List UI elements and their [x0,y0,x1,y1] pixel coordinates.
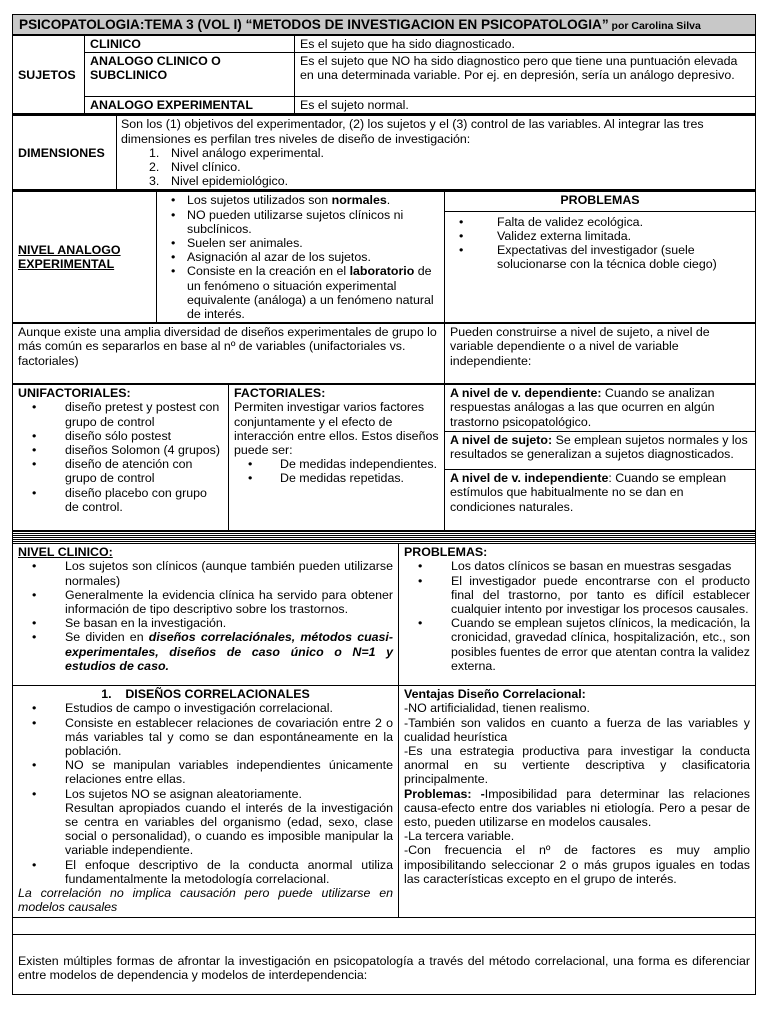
list-item: • El investigador puede encontrarse con el producto final del trastorno, por tanto es difícil establecer cualquier intento por investigar los procesos causales. [404,574,750,617]
title-main: PSICOPATOLOGIA:TEMA 3 (VOL I) “METODOS DE INVESTIGACION EN PSICOPATOLOGIA” [19,17,609,32]
sujetos-term-experimental: ANALOGO EXPERIMENTAL [85,97,295,114]
problema-item: -Con frecuencia el nº de factores es muy amplio imposibilitando seleccionar 2 o más grupos iguales en todas las características excepto en el grupo de interés. [404,843,750,886]
correlacionales-problemas: Problemas: -Imposibilidad para determinar las relaciones causa-efecto entre dos variables ni etiología. Pero a pesar de esto, pueden utilizarse en modelos causales. [404,786,750,830]
nivel-analogo-problemas-title: PROBLEMAS [445,192,755,211]
nivel-clinico-title: NIVEL CLINICO: [18,545,113,560]
ventaja-item: -También son validos en cuanto a fuerza de las variables y cualidad heurística [404,715,750,744]
disenos-intro-left: Aunque existe una amplia diversidad de diseños experimentales de grupo lo más común es separarlos en base al nº de variables (unifactoriales vs. factoriales) [13,324,445,384]
list-item: 3. Nivel epidemiológico. [149,174,289,189]
footer-text: Existen múltiples formas de afrontar la investigación en psicopatología a través del método correlacional, una forma es diferenciar entre modelos de dependencia y modelos de interdependencia: [13,935,756,995]
unifactoriales-title: UNIFACTORIALES: [18,386,131,401]
nivel-vindependiente: A nivel de v. independiente: Cuando se emplean estímulos que habitualmente no se dan en condiciones naturales. [450,471,727,514]
list-item: • Los sujetos utilizados son normales. [157,193,439,207]
list-item: • diseño pretest y postest con grupo de control [18,400,223,428]
correlacionales-plain: Resultan apropiados cuando el interés de la investigación se centra en variables del organismo (edad, sexo, clase social o personalidad), o cuando es imposible manipular la variable independiente. [65,800,393,858]
correlacionales-list-2 [18,858,393,886]
ventaja-item: -NO artificialidad, tienen realismo. [404,701,590,716]
unifactoriales-list [18,400,223,514]
list-item: • Consiste en establecer relaciones de covariación entre 2 o más variables tal y como se dan espontáneamente en la población. [18,716,393,759]
list-item: • Se basan en la investigación. [18,616,393,630]
list-item: • Expectativas del investigador (suele solucionarse con la técnica doble ciego) [445,243,755,271]
problema-item: -La tercera variable. [404,829,515,844]
list-item: • El enfoque descriptivo de la conducta anormal utiliza fundamentalmente la metodología correlacional. [18,858,393,886]
nivel-analogo-label: NIVEL ANALOGO EXPERIMENTAL [13,191,157,322]
correlacionales-heading: 1. DISEÑOS CORRELACIONALES [101,687,310,702]
dimensiones-list [121,146,750,189]
list-item: • diseño sólo postest [18,429,223,443]
list-item: • diseño placebo con grupo de control. [18,486,223,514]
list-item: • Consiste en la creación en el laboratorio de un fenómeno o situación experimental equivalente (análoga) a un fenómeno natural de interés. [157,264,439,321]
factoriales-list [234,457,439,485]
list-item: • Los datos clínicos se basan en muestras sesgadas [404,559,750,573]
list-item: • Cuando se emplean sujetos clínicos, la medicación, la cronicidad, gravedad clínica, hospitalización, etc., son posibles fuentes de error que atentan contra la validez externa. [404,616,750,673]
blank-row [12,918,756,934]
disenos-table [12,384,756,531]
sujetos-term-subclinico: ANALOGO CLINICO O SUBCLINICO [85,53,295,97]
sujetos-def-clinico: Es el sujeto que ha sido diagnosticado. [295,36,756,53]
nivel-clinico-table [12,543,756,918]
dimensiones-label: DIMENSIONES [13,115,117,190]
nivel-clinico-problemas-list [404,559,750,673]
title-author: por Carolina Silva [608,20,701,32]
nivel-analogo-list [157,193,439,321]
sujetos-def-subclinico: Es el sujeto que NO ha sido diagnostico pero que tiene una puntuación elevada en una determinada variable. Por ej. en depresión, sería un análogo depresivo. [295,53,756,97]
sujetos-label: SUJETOS [13,36,85,114]
sujetos-term-clinico: CLINICO [85,36,295,53]
list-item: 1. Nivel análogo experimental. [149,145,324,160]
list-item: • Generalmente la evidencia clínica ha servido para obtener información de tipo descriptivo sobre los trastornos. [18,588,393,616]
nivel-sujeto: A nivel de sujeto: Se emplean sujetos normales y los resultados se generalizan a sujetos diagnosticados. [445,432,755,470]
nivel-analogo-table [12,190,756,323]
nivel-analogo-problemas-list [445,212,755,272]
dimensiones-intro: Son los (1) objetivos del experimentador, (2) los sujetos y el (3) control de las variables. Al integrar las tres dimensiones es perfilan tres niveles de diseño de investigación: [121,117,704,146]
list-item: • diseños Solomon (4 grupos) [18,443,223,457]
disenos-intro-right: Pueden construirse a nivel de sujeto, a nivel de variable dependiente o a nivel de variable independiente: [445,324,756,384]
list-item: • De medidas repetidas. [234,471,439,485]
list-item: • Falta de validez ecológica. [445,215,755,229]
ventaja-item: -Es una estrategia productiva para investigar la conducta anormal en su vertiente descriptiva y clasificatoria principalmente. [404,744,750,787]
list-item: • Validez externa limitada. [445,229,755,243]
list-item: • NO pueden utilizarse sujetos clínicos ni subclínicos. [157,208,439,236]
document-page [12,14,756,995]
factoriales-title: FACTORIALES: [234,386,326,401]
list-item: • Suelen ser animales. [157,236,439,250]
list-item: • NO se manipulan variables independientes únicamente relaciones entre ellas. [18,758,393,786]
factoriales-text: Permiten investigar varios factores conjuntamente y el efecto de interacción entre ellos. Estos diseños puede ser: [234,400,439,458]
dimensiones-table [12,114,756,190]
list-item: • Asignación al azar de los sujetos. [157,250,439,264]
list-item: • Estudios de campo o investigación correlacional. [18,701,393,715]
list-item: • diseño de atención con grupo de control [18,457,223,485]
correlacionales-list [18,701,393,800]
ventajas-title: Ventajas Diseño Correlacional: [404,687,586,702]
document-title [12,14,756,35]
list-item: • Los sujetos son clínicos (aunque también pueden utilizarse normales) [18,559,393,587]
list-item: 2. Nivel clínico. [149,160,241,175]
sujetos-table [12,35,756,114]
list-item: • De medidas independientes. [234,457,439,471]
nivel-vdependiente: A nivel de v. dependiente: Cuando se analizan respuestas análogas a las que ocurren en algún trastorno psicopatológico. [445,385,755,432]
list-item: • Los sujetos NO se asignan aleatoriamente. [18,787,393,801]
nivel-clinico-list [18,559,393,673]
nivel-clinico-problemas-title: PROBLEMAS: [404,545,488,560]
sujetos-def-experimental: Es el sujeto normal. [295,97,756,114]
section-separator [12,531,756,543]
list-item: • Se dividen en diseños correlaciónales, métodos cuasi-experimentales, diseños de caso único o N=1 y estudios de caso. [18,630,393,673]
footer-table [12,934,756,995]
disenos-intro-table [12,323,756,384]
correlacionales-note: La correlación no implica causación pero puede utilizarse en modelos causales [18,886,393,915]
